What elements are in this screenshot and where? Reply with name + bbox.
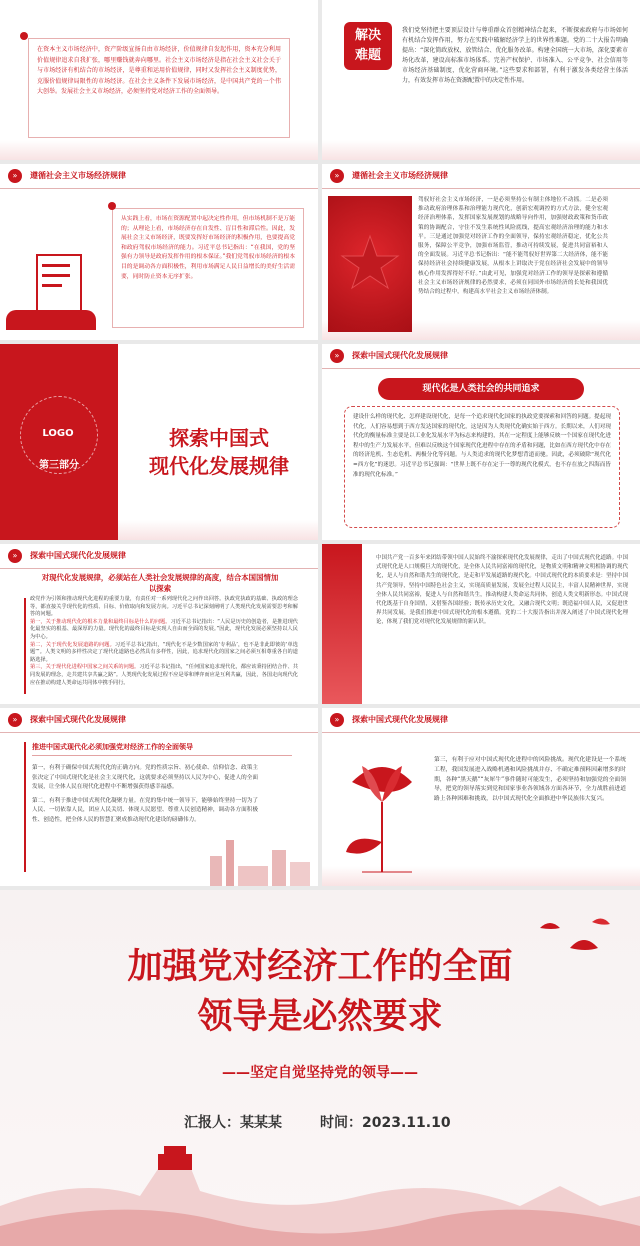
slide-11 xyxy=(0,890,640,1246)
star-icon xyxy=(328,196,412,332)
slide-3 xyxy=(0,164,318,340)
slide-header xyxy=(322,708,640,733)
text-panel xyxy=(112,208,304,328)
q2 xyxy=(30,642,298,665)
header-title: 探索中国式现代化发展规律 xyxy=(352,351,448,360)
body-text: 在资本主义市场经济中，资产阶级宣扬自由市场经济，价值规律自发起作用，资本充分利用价值规律追求自我扩张，哪里赚钱就奔向哪里。社会主义市场经济是指在社会主义社会关于与市场经济有机结合的市场经济，是尊重和运用价值规律，同时又发挥社会主义制度优势，克服价值规律局限性的市场经济。在社会主义条件下发展市场经济，是中国共产党的一个伟大创举。发展社会主义市场经济，必须坚持党对经济工作的全面领导。 xyxy=(37,46,281,95)
time: 时间：2023.11.10 xyxy=(320,1115,451,1131)
red-star-image xyxy=(328,196,412,332)
para-2: 第二，有利于推进中国式现代化凝聚力量。在党的集中统一领导下，能够始终坚持一切为了人民、一切依靠人民，团应人民关切、体现人民愿望、尊重人民创造精神，调动各方面积极性、创造性，把全体人民的智慧汇聚成推动现代化建设的磅礴伟力。 xyxy=(32,797,258,823)
closing-title-line-2: 领导是必然要求 xyxy=(197,997,443,1037)
subtitle: 现代化是人类社会的共同追求 xyxy=(422,384,540,394)
logo: LOGO xyxy=(42,428,74,439)
q1-text: 习近平总书记指出：“人民是历史的创造者，是推进现代化最坚实的根基、最深厚的力量。现代化的最终目标是实现人自由而全面的发展。”因此，现代化发展必须坚持以人民为中心。 xyxy=(30,618,298,640)
header-title: 遵循社会主义市场经济规律 xyxy=(352,171,448,180)
chevron-right-icon: » xyxy=(330,169,344,183)
header-title: 遵循社会主义市场经济规律 xyxy=(30,171,126,180)
badge xyxy=(344,22,392,70)
q2-label: 第二，关于现代化发展道路的问题。 xyxy=(30,641,115,648)
chevron-right-icon: » xyxy=(8,713,22,727)
red-band xyxy=(322,544,362,704)
body-text: 中国共产党一百多年来团结带领中国人民始终不渝探索现代化发展规律，走出了中国式现代化道路。中国式现代化是人口规模巨大的现代化，是全体人民共同富裕的现代化，是物质文明和精神文明相协调的现代化，是人与自然和谐共生的现代化，是走和平发展道路的现代化。中国式现代化的本质要求是：坚持中国共产党领导，坚持中国特色社会主义，实现高质量发展，发展全过程人民民主，丰富人民精神世界，实现全体人民共同富裕，促进人与自然和谐共生，推动构建人类命运共同体，创造人类文明新形态。中国式现代化既基于自身国情，又借鉴各国经验；既传承历史文化，又融合现代文明；既造福中国人民，又促进世界共同发展，是我们推进中国式现代化的根本遵循。党的二十大报告指出并深入阐述了中国式现代化理论，体现了我们党对现代化发展规律的新认识。 xyxy=(376,555,628,626)
title-line-1: 探索中国式 xyxy=(169,426,269,450)
slide-header xyxy=(0,164,318,189)
slide-6 xyxy=(322,344,640,540)
para-1: 第一，有利于确保中国式现代化的正确方向。党的性质宗旨、初心使命、信仰信念、政策主张决定了中国式现代化是社会主义现代化，这就要求必须坚持以人民为中心，促进人的全面发展，让全体人民在现代化进程中不断增强获得感幸福感。 xyxy=(32,765,258,791)
q1 xyxy=(30,619,298,642)
decor-wall xyxy=(118,520,318,540)
decor-line xyxy=(24,598,26,694)
header-title: 探索中国式现代化发展规律 xyxy=(30,551,126,560)
slide-1 xyxy=(0,0,318,160)
decor-wall xyxy=(322,140,640,160)
closing-title-line-1: 加强党对经济工作的全面 xyxy=(127,947,513,987)
badge-label: 解决难题 xyxy=(354,28,381,63)
content xyxy=(30,596,298,687)
text-panel xyxy=(344,406,620,528)
slide-header xyxy=(0,708,318,733)
intro-text: 政党作为引领和推动现代化进程的重要力量，有责任对一系列现代化之问作出回答。执政党执政的基础、执政的理念等，都直接关乎现代化的性质、目标、价值取向和发展方向。习近平总书记深刻阐明了人类现代化发展需要思考和解答的问题。 xyxy=(30,596,298,618)
chevron-right-icon: » xyxy=(330,713,344,727)
city-silhouette xyxy=(200,828,318,886)
text-panel xyxy=(28,38,290,138)
decor-wall xyxy=(322,866,640,886)
lotus-icon xyxy=(332,742,432,882)
slide-header xyxy=(0,544,318,569)
subtitle: 对现代化发展规律，必须站在人类社会发展规律的高度，结合本国国情加以探索 xyxy=(41,573,279,593)
slide-2 xyxy=(322,0,640,160)
section-title xyxy=(120,424,318,480)
q2-text: 习近平总书记指出，“现代化不是少数国家的‘专利品’，也不是非此即彼的‘单选题’”。人类文明的多样性决定了现代化道路也必然具有多样性，因此，追求现代化的国家之间必须互相尊重各自的道路选择。 xyxy=(30,641,298,663)
q3-text: 习近平总书记指出，“任何国家追求现代化，都应该秉持团结合作、共同发展的理念，走共建共享共赢之路”。人类现代化发展过程不应是零和博弈而应是互利共赢，因此，各国走向现代化应在推动构建人类命运共同体中携手同行。 xyxy=(30,664,298,686)
decor-wall xyxy=(0,140,318,160)
body-text: 驾驭好社会主义市场经济，一是必须坚持公有制主体地位不动摇。二是必须推动政府治理体系和治理能力现代化，创新宏观调控的方式方法，健全宏观经济治理体系，发挥国家发展规划的战略导向作用，加强财政政策和货币政策的协调配合，守住不发生系统性风险底线，提高宏观经济治理的能力和水平。三是通过加强党对经济工作的全面领导，保持宏观经济稳定，优化公共服务，保障公平竞争，加强市场监管，推动可持续发展，促进共同富裕和人的全面发展。习近平总书记指出：“能不能驾驭好世界第二大经济体，能不能保持经济社会持续健康发展，从根本上讲取决于党在经济社会发展中的领导核心作用发挥得好不好。”由此可见，加强党对经济工作的领导是探索和遵循社会主义市场经济规律的必然要求，必须在同国外市场经济的长处和我国优势结合的过程中，构建高水平社会主义市场经济体制。 xyxy=(418,197,608,296)
slide-10 xyxy=(322,708,640,886)
slide-header xyxy=(322,344,640,369)
q1-label: 第一，关于推动现代化的根本力量和最终目标是什么的问题。 xyxy=(30,618,171,625)
illustration-person xyxy=(6,254,96,334)
slide-5 xyxy=(0,344,318,540)
subtitle-box xyxy=(378,378,584,400)
reporter: 汇报人：某某某 xyxy=(184,1115,282,1131)
subtitle: 推进中国式现代化必须加强党对经济工作的全面领导 xyxy=(32,742,292,756)
slide-9 xyxy=(0,708,318,886)
slide-header xyxy=(322,164,640,189)
body-text: 从实践上看，市场在资源配置中起决定性作用，但市场机制不是万能的；从理论上看，市场经济存在自发性、盲目性和滞后性。因此，发展社会主义市场经济，既要发挥好市场经济的积极作用，也要提高党和政府驾驭市场经济的能力。习近平总书记指出：“在我国，党的坚强有力领导是政府发挥作用的根本保证。”我们党驾驭市场经济的根本目的是调动各方面积极性，利用市场满足人民日益增长的美好生活需要，同时防止资本无序扩张。 xyxy=(121,216,296,280)
great-wall-icon xyxy=(0,1136,640,1246)
chevron-right-icon: » xyxy=(8,549,22,563)
closing-title xyxy=(0,942,640,1042)
title-line-2: 现代化发展规律 xyxy=(149,454,289,478)
slide-8 xyxy=(322,544,640,704)
decor-line xyxy=(24,742,26,872)
decor-wall xyxy=(322,320,640,340)
section-panel xyxy=(0,344,118,540)
closing-subtitle: ——坚定自觉坚持党的领导—— xyxy=(222,1065,418,1081)
q3-label: 第三，关于现代化进程中国家之间关系的问题。 xyxy=(30,664,140,671)
header-title: 探索中国式现代化发展规律 xyxy=(30,715,126,724)
chevron-right-icon: » xyxy=(8,169,22,183)
header-title: 探索中国式现代化发展规律 xyxy=(352,715,448,724)
body-text: 我们党坚持把主要顶层设计与尊重群众首创精神结合起来，不断探索政府与市场如何有机结合发挥作用，努力在实践中破解经济学上的世界性难题。党的二十大报告明确提出：“深化简政放权、放管结合、优化服务改革。构建全国统一大市场，深化要素市场化改革，建设高标准市场体系。完善产权保护、市场准入、公平竞争、社会信用等市场经济基础制度，优化营商环境。”这些要求和部署，有利于激发各类经营主体活力，有效发挥市场在资源配置中的决定性作用。 xyxy=(402,27,628,84)
body-text: 第三，有利于应对中国式现代化进程中的风险挑战。现代化建设是一个系统工程，我国发展进入战略机遇和风险挑战并存、不确定难预料因素增多的时期，各种“黑天鹅”“灰犀牛”事件随时可能发生，必须坚持和加强党的全面领导，把党的领导落实到党和国家事业各领域各方面各环节，全力战胜前进道路上各种困难和挑战，以中国式现代化全面推进中华民族伟大复兴。 xyxy=(434,757,626,803)
decor-dot xyxy=(108,202,116,210)
chevron-right-icon: » xyxy=(330,349,344,363)
part-label: 第三部分 xyxy=(39,460,79,471)
q3 xyxy=(30,664,298,687)
slide-7 xyxy=(0,544,318,704)
decor-dot xyxy=(20,32,28,40)
slide-4 xyxy=(322,164,640,340)
content xyxy=(32,764,258,826)
body-text: 建设什么样的现代化、怎样建设现代化，是每一个追求现代化国家的执政党要探索和回答的问题。提起现代化，人们容易想到于西方发达国家的现代化，这是因为人类现代化确实始于西方。长期以来，人们对现代化的衡量标准主要是以工业化发展水平为标志来构建的，其在一定程度上能够反映一个国家在现代化进程中的生产力发展水平，但难以反映这个国家现代化进程中存在的矛盾和问题，比如在西方现代化中存在的经济危机、生态危机、两极分化等问题。与人类追求的现代化梦想背道而驰。因此，必须破除“现代化=西方化”的迷思。习近平总书记强调：“世界上既不存在定于一尊的现代化模式，也不存在放之四海而皆准的现代化标准。” xyxy=(353,414,611,478)
